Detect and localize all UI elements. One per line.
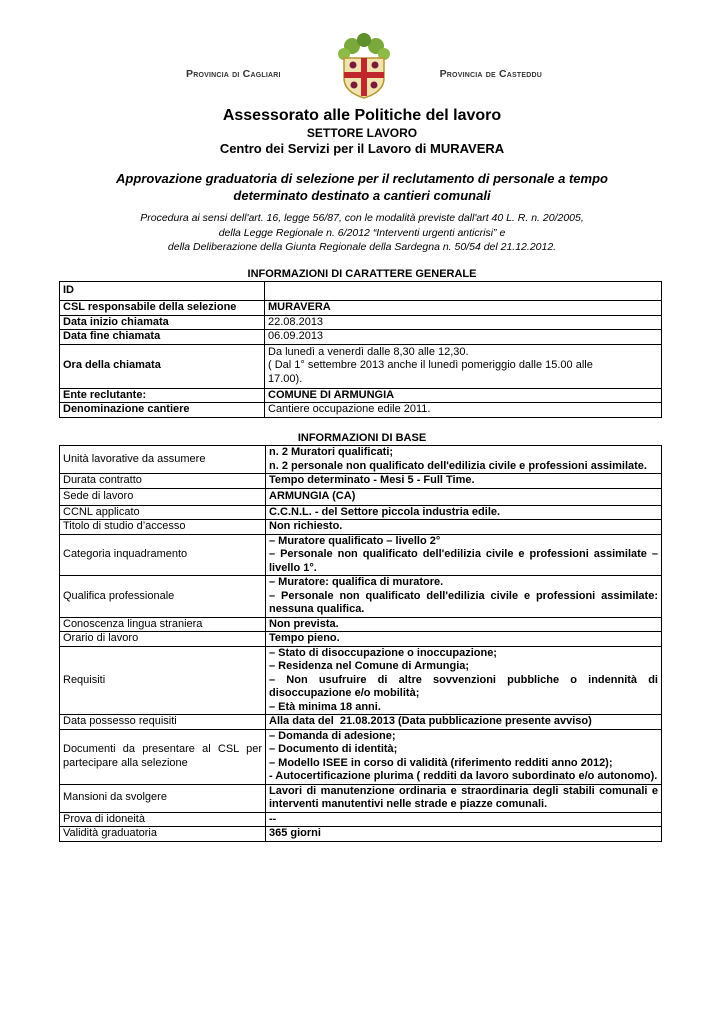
value-line: – Personale non qualificato dell'edilizia civile e professioni assimilate – livello 1°.: [269, 548, 658, 574]
general-info-title: INFORMAZIONI DI CARATTERE GENERALE: [247, 268, 477, 280]
row-value: [265, 344, 662, 388]
row-value: 06.09.2013: [265, 330, 662, 345]
table-row: [60, 344, 662, 388]
value-line: 17.00).: [268, 372, 303, 385]
value-line: n. 2 Muratori qualificati;: [269, 446, 394, 458]
value-line: ( Dal 1° settembre 2013 anche il lunedì pomeriggio dalle 15.00 alle: [268, 359, 593, 372]
letterhead: [186, 30, 542, 100]
row-value: [266, 729, 662, 784]
procedure-line: della Deliberazione della Giunta Regionale della Sardegna n. 50/54 del 21.12.2012.: [167, 241, 557, 253]
table-row: [60, 330, 662, 345]
row-value: [266, 446, 662, 474]
row-label: ID: [60, 282, 265, 301]
row-value: --: [266, 812, 662, 827]
row-label: Mansioni da svolgere: [60, 784, 266, 812]
table-row: [60, 729, 662, 784]
center-title: Centro dei Servizi per il Lavoro di MURAVERA: [219, 141, 505, 156]
table-row: [60, 388, 662, 403]
row-value: C.C.N.L. - del Settore piccola industria edile.: [266, 505, 662, 520]
row-value: [266, 576, 662, 618]
row-value: MURAVERA: [265, 301, 662, 316]
table-row: [60, 617, 662, 632]
row-label: Data possesso requisiti: [60, 715, 266, 730]
document-title: Assessorato alle Politiche del lavoro: [222, 107, 502, 124]
table-row: [60, 403, 662, 418]
value-line: – Muratore: qualifica di muratore.: [269, 576, 444, 588]
value-line: – Domanda di adesione;: [269, 729, 396, 742]
table-row: [60, 474, 662, 489]
row-label: Data inizio chiamata: [60, 315, 265, 330]
value-line: – Muratore qualificato – livello 2°: [269, 534, 441, 547]
table-row: [60, 827, 662, 842]
procedure-note: [70, 211, 654, 255]
value-line: – Residenza nel Comune di Armungia;: [269, 660, 470, 672]
table-row: [60, 315, 662, 330]
row-label: Sede di lavoro: [60, 488, 266, 505]
table-row: [60, 646, 662, 715]
row-value: Non prevista.: [266, 617, 662, 632]
value-line: – Stato di disoccupazione o inoccupazione;: [269, 646, 497, 659]
row-value: Non richiesto.: [266, 520, 662, 535]
row-label: Categoria inquadramento: [60, 534, 266, 576]
province-casteddu-label: Provincia de Casteddu: [439, 68, 542, 80]
row-label: Qualifica professionale: [60, 576, 266, 618]
base-info-title: INFORMAZIONI DI BASE: [297, 432, 427, 444]
row-label: Validità graduatoria: [60, 827, 266, 842]
table-row: [60, 812, 662, 827]
row-value: 365 giorni: [266, 827, 662, 842]
province-crest-logo: [330, 32, 398, 100]
table-row: [60, 282, 662, 301]
row-value: Lavori di manutenzione ordinaria e straordinaria degli stabili comunali e interventi manutentivi nelle strade e piazze comunali.: [266, 784, 662, 812]
row-label: Conoscenza lingua straniera: [60, 617, 266, 632]
table-row: [60, 576, 662, 618]
row-value: [265, 282, 662, 301]
table-row: [60, 488, 662, 505]
row-label: Data fine chiamata: [60, 330, 265, 345]
value-line: – Non usufruire di altre sovvenzioni pubbliche o indennità di disoccupazione e/o mobilità;: [269, 673, 658, 699]
row-label: Unità lavorative da assumere: [60, 446, 266, 474]
row-label: CCNL applicato: [60, 505, 266, 520]
procedure-line: Procedura ai sensi dell'art. 16, legge 56/87, con le modalità previste dall'art 40 L. R. n. 20/2005,: [140, 212, 584, 224]
subject-line: Approvazione graduatoria di selezione per il reclutamento di personale a tempo: [116, 171, 608, 186]
value-line: – Età minima 18 anni.: [269, 700, 381, 713]
sector-title: SETTORE LAVORO: [306, 126, 418, 140]
row-label: Documenti da presentare al CSL per partecipare alla selezione: [60, 729, 266, 784]
table-row: [60, 632, 662, 647]
row-value: Tempo determinato - Mesi 5 - Full Time.: [266, 474, 662, 489]
row-value: 22.08.2013: [265, 315, 662, 330]
row-label: Titolo di studio d’accesso: [60, 520, 266, 535]
row-label: Denominazione cantiere: [60, 403, 265, 418]
value-line: – Documento di identità;: [269, 743, 398, 755]
table-row: [60, 784, 662, 812]
value-line: - Autocertificazione plurima ( redditi da lavoro subordinato e/o autonomo).: [269, 770, 658, 782]
table-row: [60, 505, 662, 520]
row-value: [266, 646, 662, 715]
row-value: ARMUNGIA (CA): [266, 488, 662, 505]
row-value: Cantiere occupazione edile 2011.: [265, 403, 662, 418]
row-label: CSL responsabile della selezione: [60, 301, 265, 316]
row-value: Alla data del 21.08.2013 (Data pubblicazione presente avviso): [266, 715, 662, 730]
row-label: Ente reclutante:: [60, 388, 265, 403]
row-label: Requisiti: [60, 646, 266, 715]
value-line: – Modello ISEE in corso di validità (riferimento redditi anno 2012);: [269, 756, 613, 769]
row-label: Prova di idoneità: [60, 812, 266, 827]
table-row: [60, 520, 662, 535]
table-row: [60, 301, 662, 316]
base-info-table: [59, 445, 662, 842]
table-row: [60, 534, 662, 576]
row-value: Tempo pieno.: [266, 632, 662, 647]
row-label: Ora della chiamata: [60, 344, 265, 388]
row-value: COMUNE DI ARMUNGIA: [265, 388, 662, 403]
value-line: Da lunedì a venerdì dalle 8,30 alle 12,30.: [268, 345, 469, 358]
province-cagliari-label: Provincia di Cagliari: [186, 68, 281, 80]
value-line: n. 2 personale non qualificato dell'edilizia civile e professioni assimilate.: [269, 459, 647, 472]
value-line: – Personale non qualificato dell'edilizia civile e professioni assimilate: nessuna qualifica.: [269, 589, 658, 615]
row-label: Durata contratto: [60, 474, 266, 489]
row-value: [266, 534, 662, 576]
general-info-table: [59, 281, 662, 418]
procedure-line: della Legge Regionale n. 6/2012 “Interventi urgenti anticrisi” e: [218, 226, 506, 239]
subject-line: determinato destinato a cantieri comunali: [233, 188, 491, 203]
table-row: [60, 715, 662, 730]
subject: [90, 170, 634, 204]
table-row: [60, 446, 662, 474]
row-label: Orario di lavoro: [60, 632, 266, 647]
